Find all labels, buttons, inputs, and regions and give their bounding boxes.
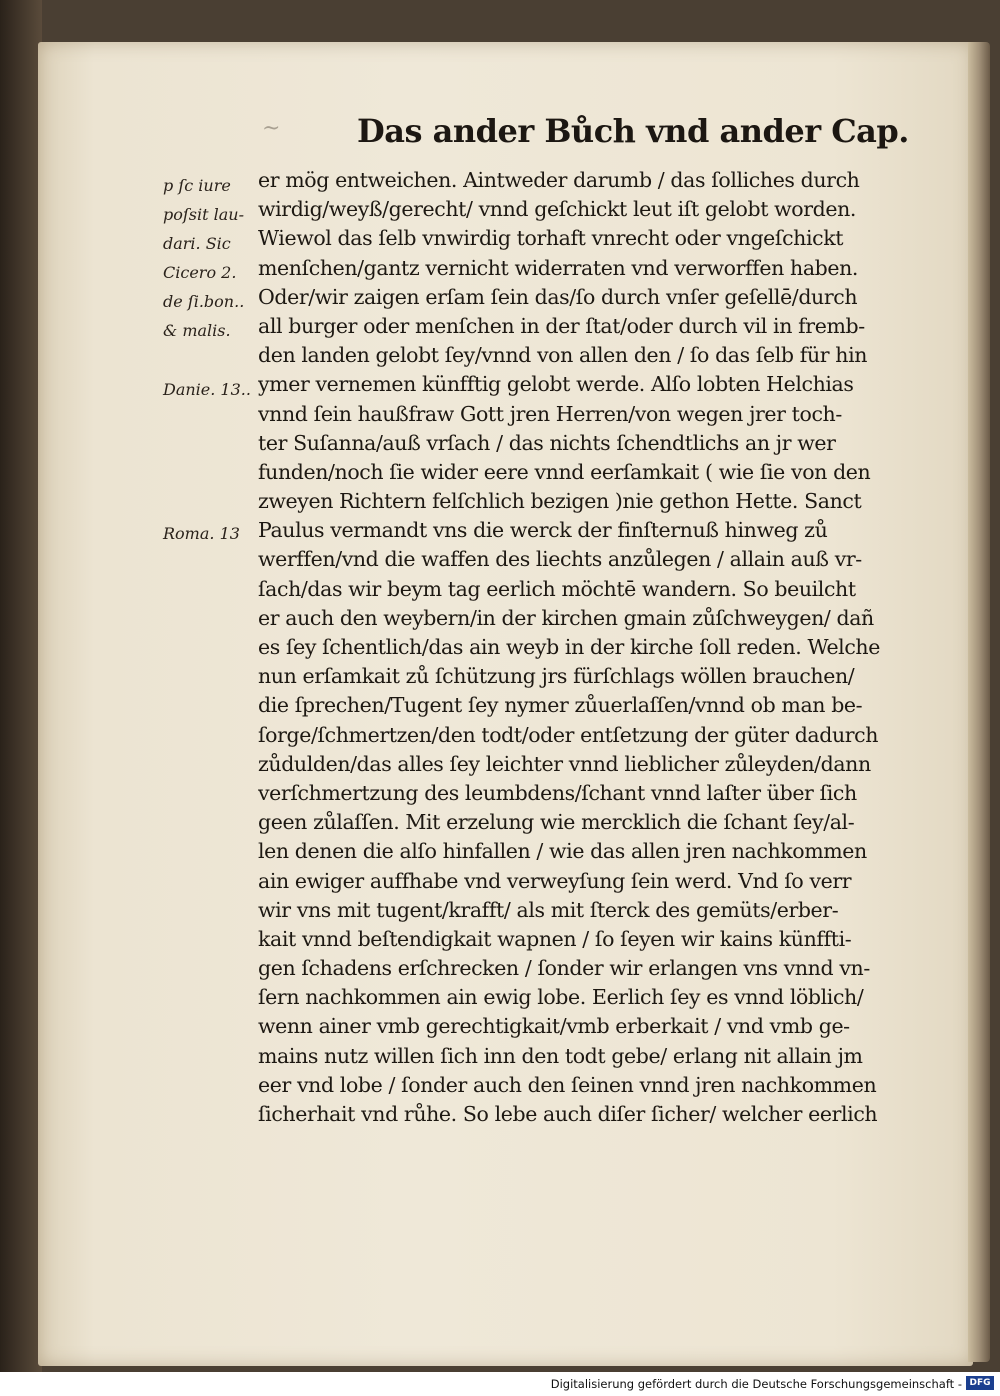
text-line: zůdulden/das alles ſey leichter vnnd lieblicher zůleyden/dann — [258, 751, 871, 776]
text-line: ain ewiger auffhabe vnd verweyſung ſein werd. Vnd ſo verr — [258, 868, 852, 893]
text-line: Paulus vermandt vns die werck der finſternuß hinweg zů — [258, 518, 828, 543]
text-line: mains nutz willen ſich inn den todt gebe/ erlang nit allain jm — [258, 1043, 863, 1068]
text-line: verſchmertzung des leumbdens/ſchant vnnd laſter über ſich — [258, 780, 857, 805]
text-line: geen zůlaſſen. Mit erzelung wie mercklich die ſchant ſey/al- — [258, 810, 855, 835]
text-line: die ſprechen/Tugent ſey nymer zůuerlaſſen/vnnd ob man be- — [258, 693, 863, 718]
margin-note-7: Danie. 13.. — [163, 380, 251, 399]
margin-note-2: poſsit lau- — [163, 205, 245, 224]
running-heading: Das ander Bůch vnd ander Cap. — [357, 112, 909, 150]
text-line: er mög entweichen. Aintweder darumb / das ſolliches durch — [258, 168, 860, 192]
text-line: Wiewol das ſelb vnwirdig torhaft vnrecht oder vngeſchickt — [258, 226, 844, 251]
text-line: zweyen Richtern felſchlich bezigen )nie gethon Hette. Sanct — [258, 489, 862, 514]
text-line: er auch den weybern/in der kirchen gmain zůſchweygen/ dañ — [258, 605, 874, 630]
text-line: den landen gelobt ſey/vnnd von allen den / ſo das ſelb für hin — [258, 343, 868, 368]
body-text — [258, 166, 948, 1129]
text-line: wenn ainer vmb gerechtigkait/vmb erberkait / vnd vmb ge- — [258, 1014, 850, 1039]
dfg-logo: DFG — [966, 1376, 994, 1390]
page-edge — [968, 42, 990, 1362]
faint-mark: ~ — [262, 116, 281, 141]
text-line: menſchen/gantz vernicht widerraten vnd verworffen haben. — [258, 255, 859, 280]
text-line: werffen/vnd die waffen des liechts anzůlegen / allain auß vr- — [258, 547, 862, 572]
margin-note-8: Roma. 13 — [163, 524, 240, 543]
text-line: Oder/wir zaigen erſam ſein das/ſo durch vnſer geſellē/durch — [258, 284, 858, 309]
text-line: nun erſamkait zů ſchützung jrs fürſchlags wöllen brauchen/ — [258, 664, 855, 689]
text-line: vnnd ſein haußfraw Gott jren Herren/von wegen jrer toch- — [258, 401, 842, 426]
margin-note-6: & malis. — [163, 321, 231, 340]
margin-note-4: Cicero 2. — [163, 263, 237, 282]
text-line: ſicherhait vnd růhe. So lebe auch diſer ſicher/ welcher eerlich — [258, 1102, 878, 1126]
text-line: gen ſchadens erſchrecken / ſonder wir erlangen vns vnnd vn- — [258, 956, 870, 981]
text-line: wirdig/weyß/gerecht/ vnnd geſchickt leut iſt gelobt worden. — [258, 197, 857, 222]
text-line: ymer vernemen künfftig gelobt werde. Alſo lobten Helchias — [258, 372, 854, 397]
text-line: funden/noch ſie wider eere vnnd eerſamkait ( wie ſie von den — [258, 459, 871, 484]
text-line: len denen die alſo hinfallen / wie das allen jren nachkommen — [258, 839, 867, 864]
text-line: ter Suſanna/auß vrſach / das nichts ſchendtlichs an jr wer — [258, 430, 836, 455]
binding-shadow — [0, 0, 42, 1372]
margin-note-3: dari. Sic — [163, 234, 231, 253]
text-line: kait vnnd beſtendigkait wapnen / ſo ſeyen wir kains künffti- — [258, 926, 852, 951]
text-line: es ſey ſchentlich/das ain weyb in der kirche ſoll reden. Welche — [258, 635, 880, 659]
text-line: all burger oder menſchen in der ſtat/oder durch vil in fremb- — [258, 313, 865, 338]
text-line: ſach/das wir beym tag eerlich möchtē wandern. So beuilcht — [258, 576, 856, 601]
text-line: ſorge/ſchmertzen/den todt/oder entſetzung der güter dadurch — [258, 722, 879, 747]
margin-note-1: p ſc iure — [163, 176, 231, 195]
text-line: ſern nachkommen ain ewig lobe. Eerlich ſey es vnnd löblich/ — [258, 985, 864, 1010]
text-line: wir vns mit tugent/krafft/ als mit ſterck des gemüts/erber- — [258, 897, 839, 922]
margin-note-5: de ſi.bon.. — [163, 292, 245, 311]
text-line: eer vnd lobe / ſonder auch den ſeinen vnnd jren nachkommen — [258, 1072, 877, 1097]
footer-credit: Digitalisierung gefördert durch die Deutsche Forschungsgemeinschaft - — [550, 1377, 962, 1391]
